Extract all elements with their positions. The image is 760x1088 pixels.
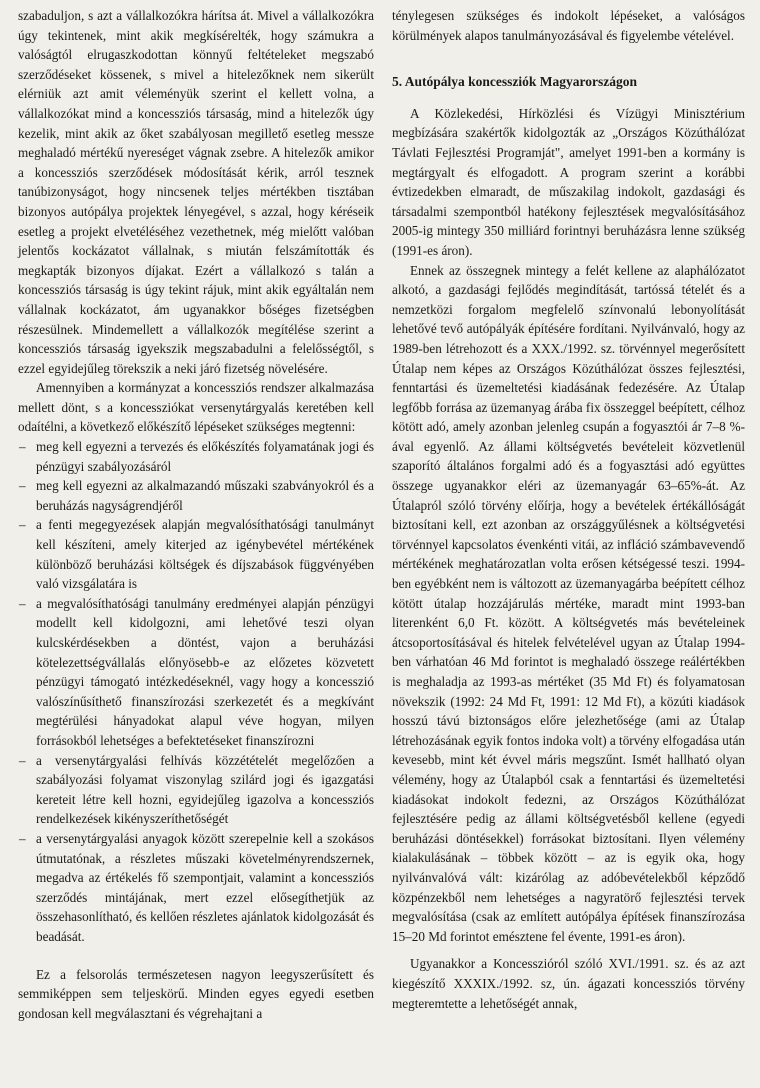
left-column xyxy=(18,6,374,1023)
list-item: – a fenti megegyezések alapján megvalósíthatósági tanulmányt kell készíteni, amely kiterjed az igénybevétel mértékének különböző beruházási költségek és díjszabások függvényében való vizsgálatára is xyxy=(18,515,374,593)
list-item: – meg kell egyezni a tervezés és előkészítés folyamatának jogi és pénzügyi szabályozásáról xyxy=(18,437,374,476)
paragraph-preparatory-steps: Amennyiben a kormányzat a koncessziós rendszer alkalmazása mellett dönt, s a koncessziókat versenytárgyalás keretében kell odaítélni, a következő előkészítő lépéseket szükséges megtenni: xyxy=(18,380,374,435)
list-item: – a versenytárgyalási felhívás közzétételét megelőzően a szabályozási folyamat viszonylag szilárd jogi és igazgatási kereteit létre kell hozni, egyidejűleg igazolva a koncessziós rendelkezések kikényszeríthetőségét xyxy=(18,751,374,829)
section-heading: 5. Autópálya koncessziók Magyarországon xyxy=(392,74,638,90)
continuation-paragraph: ténylegesen szükséges és indokolt lépéseket, a valóságos körülmények alapos tanulmányozásával és figyelembe vételével. xyxy=(392,8,745,43)
body-paragraph: Ennek az összegnek mintegy a felét kellene az alaphálózatot alkotó, a gazdasági fejlődés megindítását, tartóssá tételét és a nemzetközi forgalom megfelelő színvonalú lebonyolítását lehetővé tevő autópályák építésére fordítani. Nyilvánvaló, hogy az 1989-ben létrehozott és a XXX./1992. sz. törvénnyel megerősített Útalap nem képes az Országos Közúthálózat összes fejlesztési, fenntartási és üzemeltetési kiadásának fedezésére. Az Útalap legfőbb forrása az üzemanyag árába fix összeggel beépített, célhoz kötött adó, amely azonban jelenleg csupán a fogyasztói ár 7–8 %-ával egyenlő. Az állami költségvetés bevételeit közvetlenül szaporító általános forgalmi adó és a fogyasztási adó együttes összege ugyanakkor eléri az üzemanyagár 63–65%-át. Az Útalapról szóló törvény előírja, hogy a bevételek értékállóságát biztosítani kell, ezt azonban az országgyűlésnek a költségvetési törvénnyel kapcsolatos évenkénti vitái, az infláció számbavevendő mértékének meghatározatlan volta erősen kétségessé teszi. 1994-ben egyébként nem is változott az üzemanyagárba beépített célhoz kötött útalap hozzájárulás mértéke, maradt mint 1993-ban literenként 6,0 Ft. között. A költségvetés más bevételeinek átcsoportosításával és hitelek felvételével ugyan az Útalap 1994-ben várhatóan 46 Md forintot is meghaladó összege reálértékben is meghaladja az 1993-as mértéket (35 Md Ft) és folyamatosan növekszik (1992: 24 Md Ft, 1991: 12 Md Ft), a közúti kiadások hosszú távú biztonságos előre jelezhetősége (ami az Útalap létrehozásának egyik fontos indoka volt) a törvény elfogadása után kevesebb, mint két évvel máris megszűnt. Ismét hallható olyan vélemény, hogy az Útalapból csak a fenntartási és üzemeltetési kiadásokat indokolt fedezni, az Országos Közúthálózat fejlesztésére pedig az állami költségvetésből kellene (egyedi beruházási döntésekkel) forrásokat biztosítani. Ilyen vélemény kialakulásának – többek között – az is egyik oka, hogy nyilvánvalóvá vált: kizárólag az adóbevételekből képződő közpénzekből nem lehetséges a nagyratörő fejlesztési tervek megvalósítása (csak az említett autópálya építések finanszírozása 15–20 Md forintot emésztene fel évente, 1991-es áron). xyxy=(392,262,746,944)
list-item: – a megvalósíthatósági tanulmány eredményei alapján pénzügyi modellt kell kidolgozni, ami lehetővé teszi olyan kulcskérdésekben a döntést, vajon a beruházási kötelezettségvállalás előnyösebb-e az előzetes közvetett pénzügyi támogató intézkedéseknél, vagy hogy a koncesszió valószínűsíthető finanszírozási szerkezetét és a megkívánt megtérülési hányadokat alapul véve hogyan, milyen forrásokból lehetséges a befektetéseket finanszírozni xyxy=(18,594,374,751)
list-item: – meg kell egyezni az alkalmazandó műszaki szabványokról és a beruházás nagyságrendjéről xyxy=(18,476,374,515)
intro-paragraph: szabaduljon, s azt a vállalkozókra hárítsa át. Mivel a vállalkozókra úgy tekintenek, mint akik megkísérelték, hogy számukra a valóságtól elrugaszkodottan könnyű feltételeket megszabó szerződéseket kössenek, s mivel a hitelezőknek nem sikerült elérniük azt amit véleményük szerint el kellett volna, a vállalkozókat mind a koncessziós társaság, mind a hitelezők úgy kezelik, mint akik az őket szabályosan megillető esetleg messze meghaladó mértékű nyereséget vágnak zsebre. A hitelezők amikor a koncessziós szerződések módosítását kérik, arról tesznek tanúbizonyságot, hogy nincsenek teljes mértékben tisztában bizonyos autópálya projektek lényegével, s azzal, hogy kéréseik esetleg a projekt elvetéléséhez vezethetnek, még mielőtt valóban jelentős kockázatot vállalnak, s miután felszámították és megkapták bizonyos díjakat. Ezért a vállalkozó s talán a koncessziós társaság is úgy tekint rájuk, mint akik egyáltalán nem vállalnak kockázatot, ám ugyanakkor bőséges fizetségben részesülnek. Mindemellett a vállalkozók megítélése szerint a koncessziós társaság igyekszik megszabadulni a felelősségtől, s ezzel egyidejűleg törekszik a neki járó fizetség növelésére. xyxy=(18,8,374,376)
closing-paragraph: Ez a felsorolás természetesen nagyon leegyszerűsített és semmiképpen sem teljeskörű. Minden egyes egyedi esetben gondosan kell megválasztani és végrehajtani a xyxy=(18,966,374,1021)
list-item: – a versenytárgyalási anyagok között szerepelnie kell a szokásos útmutatónak, a részletes műszaki követelményrendszernek, megadva az értékelés fő szempontjait, valamint a koncessziós szerződés mintájának, mert ezzel elősegíthetjük az összehasonlítható, és kellően részletes ajánlatok kidolgozását és beadását. xyxy=(18,829,374,947)
preparatory-steps-list xyxy=(18,437,374,946)
body-paragraph: Ugyanakkor a Koncesszióról szóló XVI./1991. sz. és az azt kiegészítő XXXIX./1992. sz, ún. ágazati koncessziós törvény megteremtette a lehetőségét annak, xyxy=(392,956,745,1011)
body-paragraph: A Közlekedési, Hírközlési és Vízügyi Minisztérium megbízására szakértők kidolgozták az „Országos Közúthálózat Távlati Fejlesztési Programját", amelyet 1991-ben a kormány is megtárgyalt és elfogadott. A program szerint a korábbi évtizedekben elmaradt, de műszakilag indokolt, gazdasági és társadalmi szempontból hatékony fejlesztések megvalósításához 2005-ig mintegy 350 milliárd forintnyi beruházásra lenne szükség (1991-es áron). xyxy=(392,105,745,258)
right-column xyxy=(392,6,745,1013)
